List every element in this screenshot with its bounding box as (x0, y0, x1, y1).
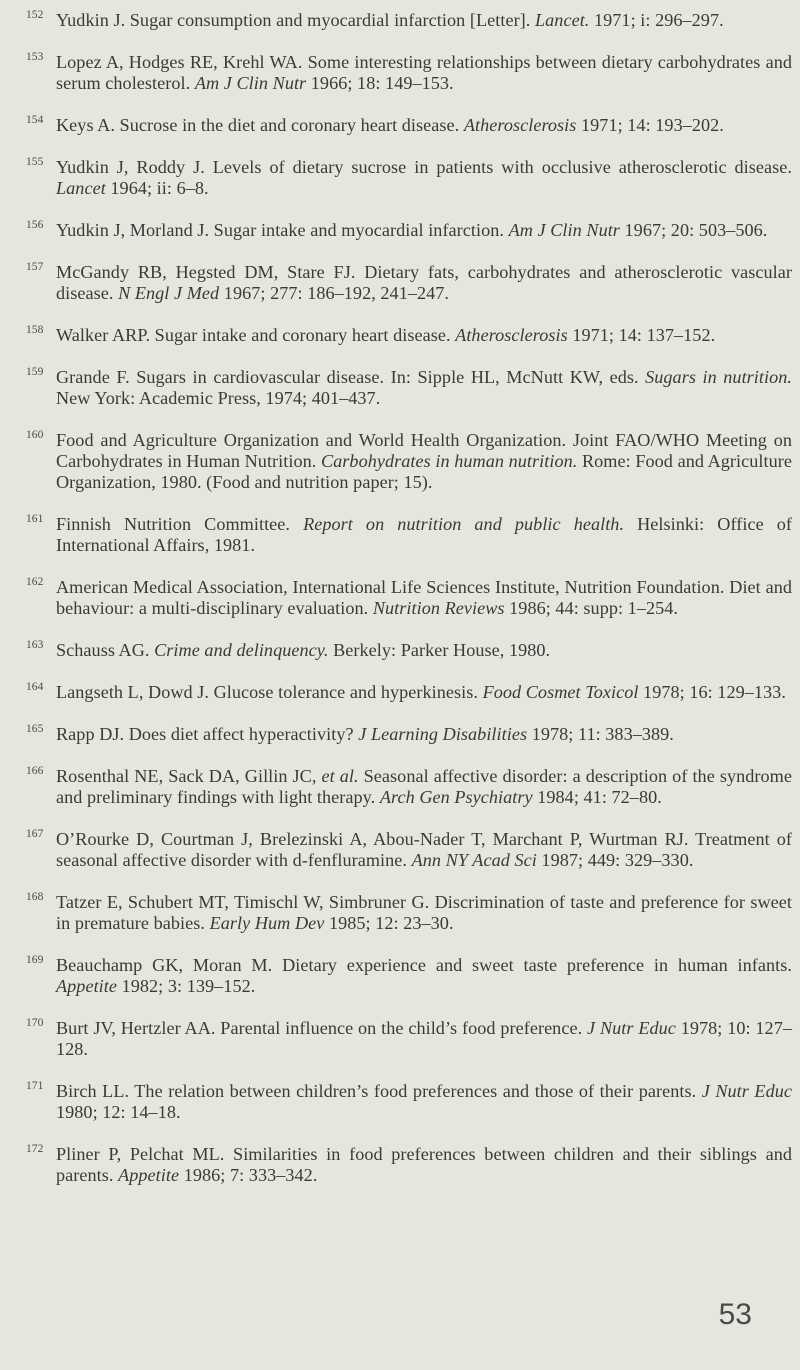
reference-item (26, 367, 792, 409)
reference-citation: Helsinki: Office of International Affairs, 1981. (56, 514, 792, 555)
reference-number: 155 (26, 156, 44, 168)
reference-item (26, 577, 792, 619)
reference-number: 165 (26, 723, 44, 735)
reference-citation: 1967; 277: 186–192, 241–247. (219, 283, 450, 303)
reference-number: 172 (26, 1143, 44, 1155)
reference-item (26, 1144, 792, 1186)
reference-journal: Ann NY Acad Sci (411, 850, 537, 870)
reference-number: 169 (26, 954, 44, 966)
reference-item (26, 220, 792, 241)
reference-journal: Crime and delinquency. (154, 640, 329, 660)
reference-number: 152 (26, 9, 44, 21)
reference-text: Finnish Nutrition Committee. (56, 514, 304, 534)
reference-number: 162 (26, 576, 44, 588)
reference-emphasis: et al. (321, 766, 359, 786)
reference-number: 153 (26, 51, 44, 63)
reference-citation: 1984; 41: 72–80. (532, 787, 662, 807)
reference-list (26, 10, 792, 1207)
reference-citation: 1982; 3: 139–152. (117, 976, 256, 996)
reference-text: Yudkin J. Sugar consumption and myocardial infarction [Letter]. (56, 10, 535, 30)
reference-item (26, 1018, 792, 1060)
reference-text: Keys A. Sucrose in the diet and coronary heart disease. (56, 115, 464, 135)
reference-text: Food and Agriculture Organization and World Health Organization. Joint FAO/WHO Meeting on Carbohydrates in Human Nutrition. (56, 430, 792, 471)
page-number: 53 (718, 1298, 752, 1331)
reference-text: Tatzer E, Schubert MT, Timischl W, Simbruner G. Discrimination of taste and preference for sweet in premature babies. (56, 892, 792, 933)
reference-citation: 1971; i: 296–297. (589, 10, 724, 30)
reference-citation: 1967; 20: 503–506. (619, 220, 768, 240)
reference-journal: Nutrition Reviews (372, 598, 505, 618)
reference-text-continued: Seasonal affective disorder: a description of the syndrome and preliminary findings with light therapy. (56, 766, 792, 807)
reference-item (26, 430, 792, 493)
reference-number: 157 (26, 261, 44, 273)
reference-text: Langseth L, Dowd J. Glucose tolerance and hyperkinesis. (56, 682, 483, 702)
reference-journal: Appetite (56, 976, 118, 996)
reference-citation: 1986; 44: supp: 1–254. (504, 598, 678, 618)
reference-item (26, 157, 792, 199)
reference-citation: New York: Academic Press, 1974; 401–437. (56, 388, 381, 408)
reference-item (26, 682, 792, 703)
reference-text: American Medical Association, International Life Sciences Institute, Nutrition Foundation. Diet and behaviour: a multi-disciplinary evaluation. (56, 577, 792, 618)
reference-journal: Am J Clin Nutr (508, 220, 620, 240)
reference-text: O’Rourke D, Courtman J, Brelezinski A, Abou-Nader T, Marchant P, Wurtman RJ. Treatment of seasonal affective disorder with d-fenfluramine. (56, 829, 792, 870)
reference-item (26, 829, 792, 871)
reference-journal: Report on nutrition and public health. (303, 514, 625, 534)
reference-item (26, 115, 792, 136)
reference-text: Schauss AG. (56, 640, 155, 660)
reference-journal: Am J Clin Nutr (194, 73, 307, 93)
reference-citation: 1978; 11: 383–389. (527, 724, 674, 744)
reference-citation: 1971; 14: 193–202. (576, 115, 724, 135)
reference-item (26, 514, 792, 556)
reference-text: Yudkin J, Morland J. Sugar intake and myocardial infarction. (56, 220, 509, 240)
reference-citation: 1966; 18: 149–153. (306, 73, 454, 93)
reference-journal: Early Hum Dev (209, 913, 325, 933)
reference-number: 164 (26, 681, 44, 693)
reference-item (26, 955, 792, 997)
reference-text: Grande F. Sugars in cardiovascular disease. In: Sipple HL, McNutt KW, eds. (56, 367, 646, 387)
reference-citation: 1987; 449: 329–330. (536, 850, 694, 870)
reference-text: Burt JV, Hertzler AA. Parental influence on the child’s food preference. (56, 1018, 587, 1038)
reference-text: Rosenthal NE, Sack DA, Gillin JC, (56, 766, 322, 786)
reference-number: 167 (26, 828, 44, 840)
reference-citation: 1964; ii: 6–8. (105, 178, 209, 198)
reference-item (26, 1081, 792, 1123)
reference-citation: 1971; 14: 137–152. (567, 325, 716, 345)
reference-text: McGandy RB, Hegsted DM, Stare FJ. Dietary fats, carbohydrates and atherosclerotic vascular disease. (56, 262, 792, 303)
reference-journal: N Engl J Med (118, 283, 220, 303)
reference-item (26, 892, 792, 934)
reference-item (26, 724, 792, 745)
reference-number: 166 (26, 765, 44, 777)
reference-journal: J Nutr Educ (701, 1081, 792, 1101)
reference-journal: Atherosclerosis (455, 325, 568, 345)
reference-item (26, 52, 792, 94)
reference-number: 159 (26, 366, 44, 378)
reference-text: Lopez A, Hodges RE, Krehl WA. Some interesting relationships between dietary carbohydrates and serum cholesterol. (56, 52, 792, 93)
reference-citation: 1978; 10: 127–128. (56, 1018, 792, 1059)
reference-item (26, 640, 792, 661)
reference-text: Rapp DJ. Does diet affect hyperactivity? (56, 724, 359, 744)
reference-journal: Arch Gen Psychiatry (379, 787, 533, 807)
reference-journal: Appetite (118, 1165, 180, 1185)
reference-text: Birch LL. The relation between children’s food preferences and those of their parents. (56, 1081, 702, 1101)
reference-number: 156 (26, 219, 44, 231)
reference-number: 158 (26, 324, 44, 336)
reference-text: Pliner P, Pelchat ML. Similarities in food preferences between children and their siblings and parents. (56, 1144, 792, 1185)
reference-journal: Atherosclerosis (463, 115, 577, 135)
reference-number: 170 (26, 1017, 44, 1029)
reference-journal: Sugars in nutrition. (645, 367, 792, 387)
reference-number: 160 (26, 429, 44, 441)
reference-text: Beauchamp GK, Moran M. Dietary experience and sweet taste preference in human infants. (56, 955, 792, 975)
reference-item (26, 766, 792, 808)
reference-text: Walker ARP. Sugar intake and coronary heart disease. (56, 325, 456, 345)
reference-number: 168 (26, 891, 44, 903)
reference-journal: Lancet (56, 178, 106, 198)
reference-citation: 1985; 12: 23–30. (324, 913, 454, 933)
reference-citation: 1978; 16: 129–133. (638, 682, 786, 702)
reference-number: 161 (26, 513, 44, 525)
reference-citation: 1986; 7: 333–342. (179, 1165, 318, 1185)
reference-item (26, 325, 792, 346)
reference-journal: J Learning Disabilities (358, 724, 528, 744)
reference-number: 171 (26, 1080, 44, 1092)
reference-journal: Lancet. (535, 10, 590, 30)
reference-citation: Berkely: Parker House, 1980. (328, 640, 551, 660)
reference-journal: Carbohydrates in human nutrition. (320, 451, 578, 471)
reference-number: 154 (26, 114, 44, 126)
reference-journal: J Nutr Educ (587, 1018, 676, 1038)
reference-journal: Food Cosmet Toxicol (482, 682, 639, 702)
reference-text: Yudkin J, Roddy J. Levels of dietary sucrose in patients with occlusive atherosclerotic disease. (56, 157, 792, 177)
reference-citation: Rome: Food and Agriculture Organization, 1980. (Food and nutrition paper; 15). (56, 451, 792, 492)
reference-number: 163 (26, 639, 44, 651)
reference-item (26, 262, 792, 304)
reference-item (26, 10, 792, 31)
reference-citation: 1980; 12: 14–18. (56, 1102, 181, 1122)
